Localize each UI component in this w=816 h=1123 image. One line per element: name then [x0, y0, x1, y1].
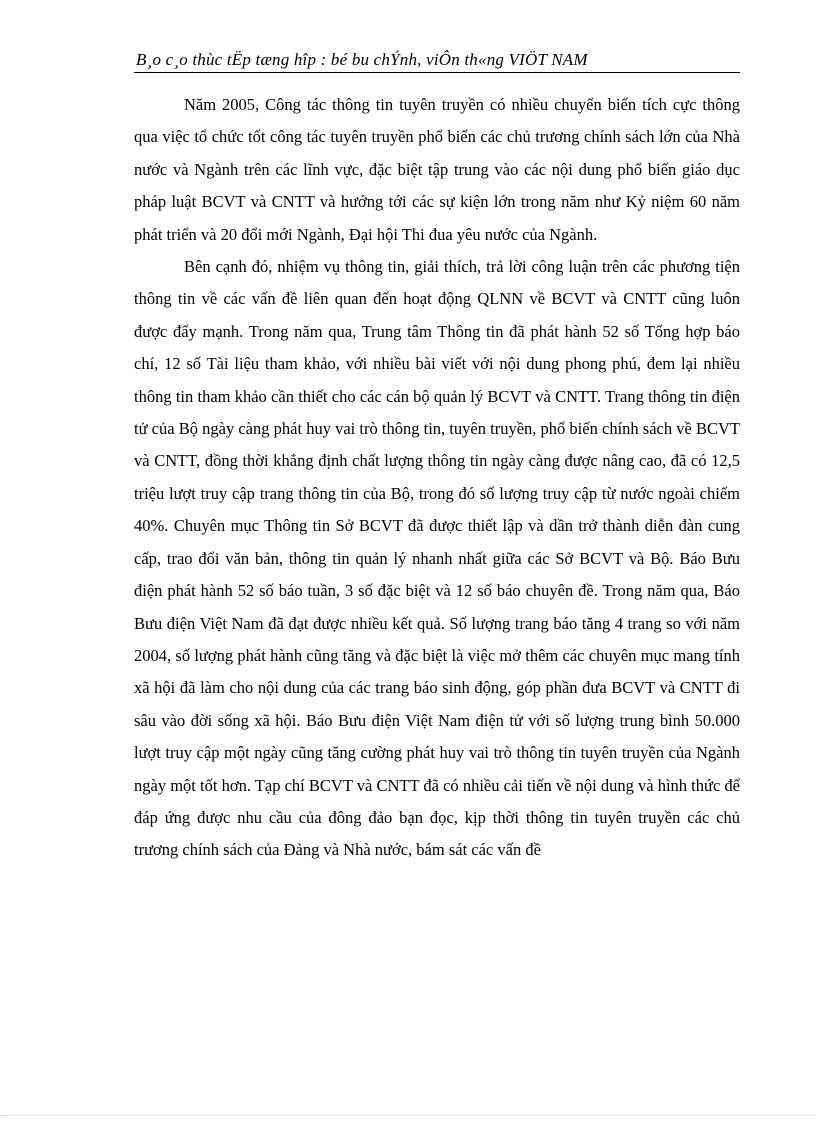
paragraph-2: Bên cạnh đó, nhiệm vụ thông tin, giải thích, trả lời công luận trên các phương tiện thông tin về các vấn đề liên quan đến hoạt động QLNN về BCVT và CNTT cũng luôn được đẩy mạnh. Trong năm qua, Trung tâm Thông tin đã phát hành 52 số Tổng hợp báo chí, 12 số Tài liệu tham khảo, với nhiều bài viết với nội dung phong phú, đem lại nhiều thông tin tham khảo cần thiết cho các cán bộ quản lý BCVT và CNTT. Trang thông tin điện tử của Bộ ngày càng phát huy vai trò thông tin, tuyên truyền, phổ biến chính sách về BCVT và CNTT, đồng thời khẳng định chất lượng thông tin ngày càng được nâng cao, đã có 12,5 triệu lượt truy cập trang thông tin của Bộ, trong đó số lượng truy cập từ nước ngoài chiếm 40%. Chuyên mục Thông tin Sở BCVT đã được thiết lập và dần trở thành diễn đàn cung cấp, trao đổi văn bản, thông tin quản lý nhanh nhất giữa các Sở BCVT và Bộ. Báo Bưu điện phát hành 52 số báo tuần, 3 số đặc biệt và 12 số báo chuyên đề. Trong năm qua, Báo Bưu điện Việt Nam đã đạt được nhiều kết quả. Số lượng trang báo tăng 4 trang so với năm 2004, số lượng phát hành cũng tăng và đặc biệt là việc mở thêm các chuyên mục mang tính xã hội đã làm cho nội dung của các trang báo sinh động, góp phần đưa BCVT và CNTT đi sâu vào đời sống xã hội. Báo Bưu điện Việt Nam điện tử với số lượng trung bình 50.000 lượt truy cập một ngày cũng tăng cường phát huy vai trò thông tin tuyên truyền của Ngành ngày một tốt hơn. Tạp chí BCVT và CNTT đã có nhiều cải tiến về nội dung và hình thức để đáp ứng được nhu cầu của đông đảo bạn đọc, kịp thời thông tin tuyên truyền các chủ trương chính sách của Đảng và Nhà nước, bám sát các vấn đề	[134, 257, 740, 860]
header-title: B¸o c¸o thùc tËp tæng hîp : bé bu chÝnh, viÔn th«ng VIÖT NAM	[136, 50, 588, 69]
document-body	[134, 89, 740, 867]
page-header	[134, 50, 740, 73]
page-bottom-divider	[0, 1115, 816, 1116]
paragraph-1: Năm 2005, Công tác thông tin tuyên truyền có nhiều chuyển biến tích cực thông qua việc tổ chức tốt công tác tuyên truyền phổ biến các chủ trương chính sách lớn của Nhà nước và Ngành trên các lĩnh vực, đặc biệt tập trung vào các nội dung phổ biến giáo dục pháp luật BCVT và CNTT và hướng tới các sự kiện lớn trong năm như Kỷ niệm 60 năm phát triển và 20 đổi mới Ngành, Đại hội Thi đua yêu nước của Ngành.	[134, 95, 740, 244]
